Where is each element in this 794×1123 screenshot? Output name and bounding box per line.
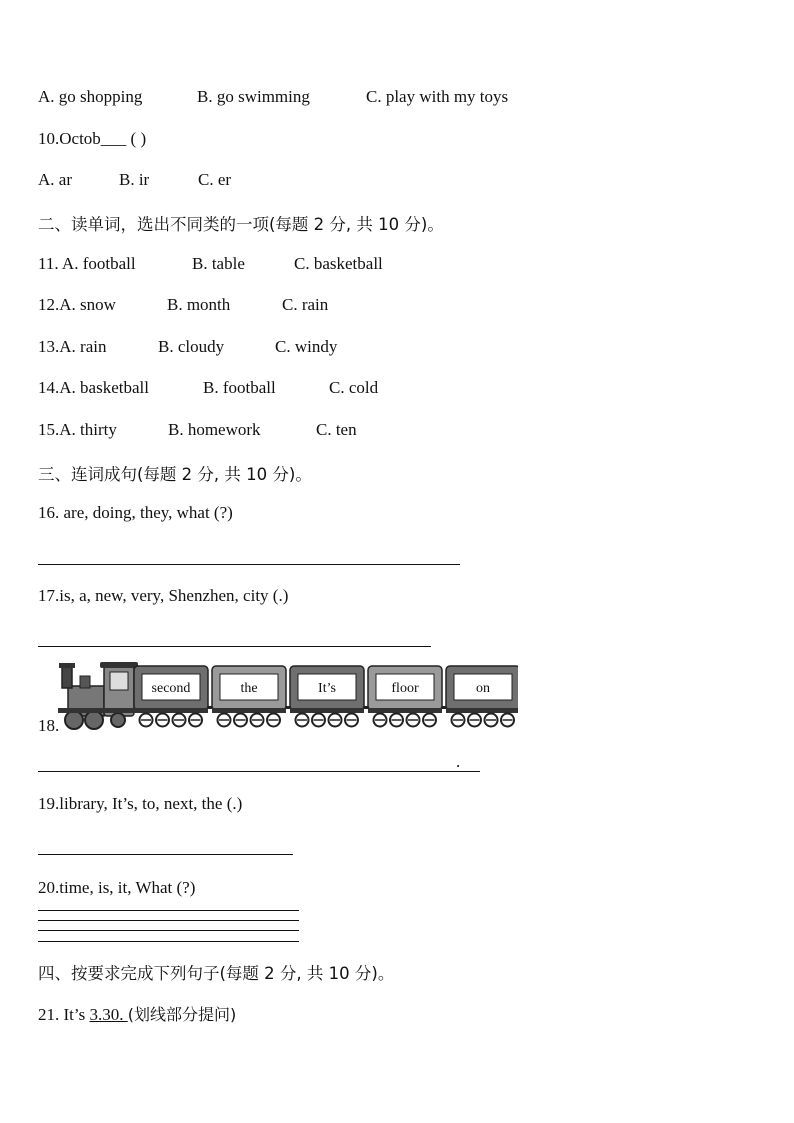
- train-car-word: second: [151, 681, 191, 696]
- q9-option-b: B. go swimming: [197, 87, 310, 106]
- q15-option-b: B. homework: [168, 420, 261, 439]
- q13-option-a: 13.A. rain: [38, 337, 107, 356]
- q16-prompt: 16. are, doing, they, what (?): [38, 503, 233, 522]
- word-train-image: [58, 660, 518, 732]
- section-3-heading: 三、连词成句(每题 2 分, 共 10 分)。: [38, 465, 312, 484]
- q13-option-b: B. cloudy: [158, 337, 225, 356]
- q19-prompt: 19.library, It’s, to, next, the (.): [38, 794, 243, 813]
- train-car-word: the: [240, 681, 258, 696]
- q15-option-c: C. ten: [316, 420, 357, 439]
- q20-answer-line-1[interactable]: [38, 910, 299, 911]
- q11-option-c: C. basketball: [294, 254, 383, 273]
- q9-option-a: A. go shopping: [38, 87, 143, 106]
- q20-answer-line-2[interactable]: [38, 920, 299, 921]
- q14-option-c: C. cold: [329, 378, 379, 397]
- q21-note: (划线部分提问): [127, 1005, 237, 1024]
- q19-answer-line[interactable]: [38, 854, 293, 855]
- q11-option-a: 11. A. football: [38, 254, 136, 273]
- q12-option-b: B. month: [167, 295, 231, 314]
- q16-answer-line[interactable]: [38, 564, 460, 565]
- train-car-word: floor: [391, 681, 419, 696]
- train-car: [212, 666, 290, 727]
- q18-period: .: [456, 752, 461, 771]
- section-4-heading: 四、按要求完成下列句子(每题 2 分, 共 10 分)。: [38, 964, 395, 983]
- train-car: [368, 666, 446, 727]
- q20-answer-line-3[interactable]: [38, 930, 299, 931]
- q11-option-b: B. table: [192, 254, 245, 273]
- q10-option-a: A. ar: [38, 170, 72, 189]
- q14-option-b: B. football: [203, 378, 276, 397]
- q12-option-a: 12.A. snow: [38, 295, 116, 314]
- q15-option-a: 15.A. thirty: [38, 420, 117, 439]
- q10-option-b: B. ir: [119, 170, 150, 189]
- train-car: [134, 666, 212, 727]
- q20-answer-line-4[interactable]: [38, 941, 299, 942]
- q21-prefix: 21. It’s: [38, 1005, 90, 1024]
- q17-answer-line[interactable]: [38, 646, 431, 647]
- q10-stem: 10.Octob___ ( ): [38, 129, 147, 148]
- q21-prompt: [38, 1002, 236, 1025]
- q20-prompt: 20.time, is, it, What (?): [38, 878, 196, 897]
- q14-option-a: 14.A. basketball: [38, 378, 149, 397]
- q13-option-c: C. windy: [275, 337, 338, 356]
- locomotive-icon: [58, 662, 138, 729]
- train-car: [290, 666, 368, 727]
- q10-option-c: C. er: [198, 170, 232, 189]
- section-2-heading: 二、读单词，选出不同类的一项(每题 2 分, 共 10 分)。: [38, 215, 444, 234]
- q21-underlined-answer: 3.30.: [89, 1005, 128, 1024]
- q12-option-c: C. rain: [282, 295, 329, 314]
- q17-prompt: 17.is, a, new, very, Shenzhen, city (.): [38, 586, 289, 605]
- q18-answer-line[interactable]: [38, 771, 480, 772]
- q18-number: 18.: [38, 716, 60, 735]
- train-car-word: It’s: [318, 681, 336, 696]
- train-car-word: on: [476, 681, 490, 696]
- q9-option-c: C. play with my toys: [366, 87, 509, 106]
- train-car: [446, 666, 518, 727]
